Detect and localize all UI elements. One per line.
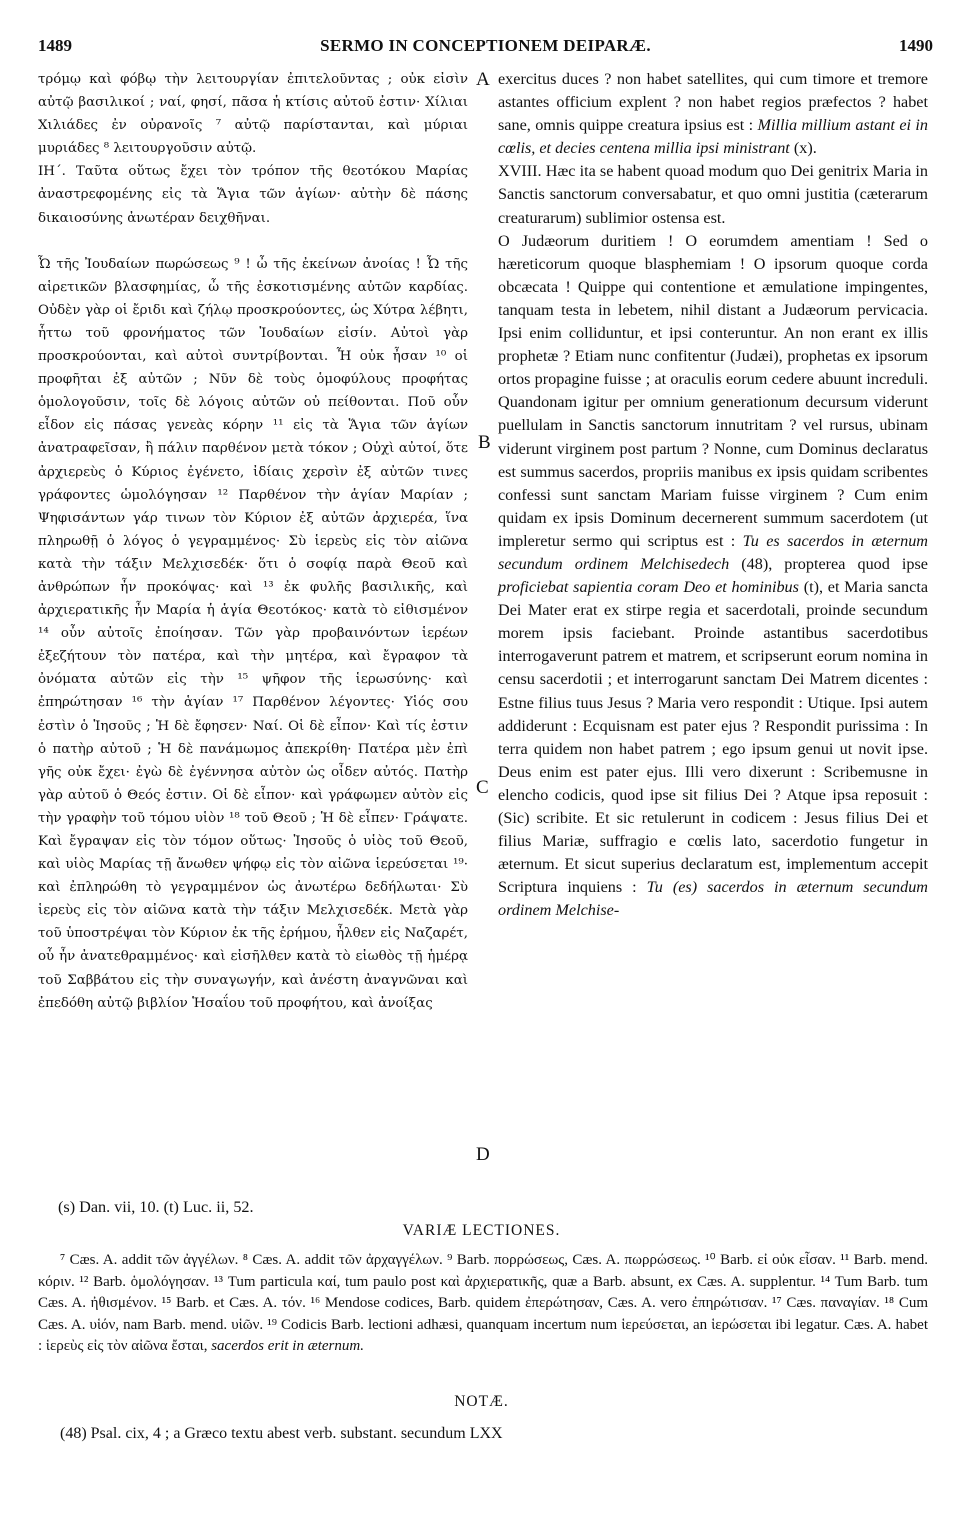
notae-title: NOTÆ. — [454, 1393, 509, 1410]
margin-marker-b: B — [478, 432, 491, 453]
latin-paragraph-3 — [498, 230, 928, 923]
margin-marker-a: A — [476, 69, 490, 90]
variae-lectiones — [38, 1250, 928, 1358]
latin-p1-text-a: exercitus duces ? non habet satellites, qui cum timore et tremore astantes officium explent ? non habet regios præfectos ? habet sane, omnis quippe creatura ipsius est : — [498, 70, 928, 135]
greek-paragraph-1: τρόμῳ καὶ φόβῳ τὴν λειτουργίαν ἐπιτελοῦντας ; οὐκ εἰσὶν αὐτῷ βασιλικοί ; ναί, φησί, πᾶσα ἡ κτίσις αὐτοῦ ἐστιν· Χίλιαι Χιλιάδες ἐν οὐρανοῖς ⁷ αὐτῷ παρίστανται, καὶ μύριαι μυριάδες ⁸ λειτουργοῦσιν αὐτῷ. — [38, 72, 468, 157]
margin-marker-c: C — [476, 777, 489, 798]
notae-text: (48) Psal. cix, 4 ; a Græco textu abest verb. substant. secundum LXX — [60, 1425, 503, 1442]
latin-p3-quote-1: Tu es sacerdos in æternum secundum ordinem Melchisedech — [498, 531, 928, 573]
latin-p3-quote-2: proficiebat sapientia coram Deo et hominibus — [498, 578, 799, 597]
latin-column — [498, 68, 928, 922]
latin-p3-text-b: (48), propterea quod ipse — [729, 554, 928, 573]
running-header — [38, 36, 933, 60]
variae-lectiones-text — [38, 1250, 928, 1358]
scripture-references: (s) Dan. vii, 10. (t) Luc. ii, 52. — [58, 1198, 254, 1216]
page-number-left: 1489 — [38, 36, 72, 55]
latin-p3-text-c: (t), et Maria sancta Dei Mater erat ex stirpe regia et sacerdotali, proinde secundum morem ipsis faciebant. Proinde astantibus sacerdotibus interrogaverunt patrem et matrem, et scripserunt eorum nomina in censu sacerdotii ; et interrogarunt sanctam Dei Matrem dicentes : Estne filius tuus Jesus ? Maria vero respondit : Utique. Ipsi autem addiderunt : Ecquisnam est pater ejus ? Respondit purissima : In terra quidem non habet patrem ; ego ipsum genui ut novit ipse. Deus enim est pater ejus. Illi vero dixerunt : Scribemusne in elencho codicis, quod ipse sit filius Dei ? Atque ipsa reposuit : (Sic) scribite. Et sic retulerunt in codicem : Jesus filius Dei et filius Mariæ, suffragio e cœlis lato, sacerdotio fungetur in æternum. Et sicut superius declaratum est, implementum accepit Scriptura inquiens : — [498, 578, 929, 897]
latin-paragraph-1 — [498, 68, 928, 160]
variae-text-italic: sacerdos erit in æternum. — [211, 1338, 364, 1354]
variae-text-a: ⁷ Cæs. A. addit τῶν ἀγγέλων. ⁸ Cæs. A. addit τῶν ἀρχαγγέλων. ⁹ Barb. πορρώσεως, Cæs. A. πωρρώσεως. ¹⁰ Barb. εἰ οὐκ εἶσαν. ¹¹ Barb. mend. κόριν. ¹² Barb. ὁμολόγησαν. ¹³ Tum particula καί, tum paulo post καὶ ἀρχιερατικῆς, quæ a Barb. absunt, ex Cæs. A. supplentur. ¹⁴ Tum Barb. tum Cæs. A. ἠθισμένον. ¹⁵ Barb. et Cæs. A. τόν. ¹⁶ Mendose codices, Barb. quidem ἐπερώτησαν, Cæs. A. vero ἐπηρώτισαν. ¹⁷ Cæs. παναγίαν. ¹⁸ Cum Cæs. A. υἱόν, nam Barb. mend. υἱῶν. ¹⁹ Codicis Barb. lectioni adhæsi, quanquam incertum num ἱερεύσεται, an ἱερώσεται ibi legatur. Cæs. A. habet : ἱερεὺς εἰς τὸν αἰῶνα ἔσται, — [38, 1252, 928, 1354]
variae-lectiones-title: VARIÆ LECTIONES. — [402, 1222, 561, 1239]
latin-p1-quote: Millia millium astant ei in cœlis, et decies centena millia ipsi ministrant — [498, 116, 928, 158]
greek-column — [38, 68, 468, 1015]
running-title: SERMO IN CONCEPTIONEM DEIPARÆ. — [320, 36, 651, 55]
margin-marker-d: D — [476, 1144, 490, 1165]
latin-p3-text-a: O Judæorum duritiem ! O eorumdem amentiam ! Sed o hæreticorum quoque blasphemiam ! O ipsorum quoque corda obcæcata ! Quippe qui contentione et æmulatione impingentes, tanquam testa in lebetem, nihil distant a Judæorum pervicacia. Ipsi enim colliduntur, et ipsi conteruntur. An non erant ex illis prophetæ ? Etiam nunc confitentur (Judæi), prophetas ex ipsorum ortos propagine fuisse ; at oraculis eorum cedere abuunt increduli. Quandonam igitur per omnium generationum decursum viderunt puellulam in Sanctis sanctorum innutritam ? vel rursus, ubinam viderunt virginem post partum ? Nonne, cum Dominus declaratus est summus sacerdos, propriis manibus ex ipsis quidam scribentes confessi sunt sanctam Mariam fuisse virginem ? Cum enim quidam ex ipsis Dominum decernerent summum sacerdotem (ut impleretur sermo qui scriptus est : — [498, 231, 928, 550]
greek-paragraph-2: ΙΗ΄. Ταῦτα οὕτως ἔχει τὸν τρόπον τῆς θεοτόκου Μαρίας ἀναστρεφομένης εἰς τὰ Ἅγια τῶν ἁγίων· αὐτὴν δὲ πάσης δικαιοσύνης ἀνωτέραν δειχθῆναι. — [38, 164, 468, 226]
latin-paragraph-2: XVIII. Hæc ita se habent quoad modum quo Dei genitrix Maria in Sanctis sanctorum conversabatur, et quo omni justitia (cæterarum creaturarum) sublimior ostensa est. — [498, 162, 928, 227]
greek-paragraph-3: Ὦ τῆς Ἰουδαίων πωρώσεως ⁹ ! ὦ τῆς ἐκείνων ἀνοίας ! Ὦ τῆς αἱρετικῶν βλασφημίας, ὦ τῆς ἐσκοτισμένης αὐτῶν καρδίας. Οὐδὲν γὰρ οἱ ἔριδι καὶ ζήλῳ προσκρούοντες, ὡς Χύτρα λέβητι, ἧττω τοῦ φρονήματος τῶν Ἰουδαίων εἰσίν. Αὐτοὶ γὰρ προσκρούονται, καὶ αὐτοὶ συντρίβονται. Ἦ οὐκ ἦσαν ¹⁰ οἱ προφῆται ἐξ αὐτῶν ; Νῦν δὲ τοὺς ὁμοφύλους προφήτας ὁμολογοῦσιν, τοῖς δὲ λόγοις αὐτῶν οὐ πείθονται. Ποῦ οὖν εἶδον εἰς πάσας γενεὰς κόρην ¹¹ εἰς τὰ Ἅγια τῶν ἁγίων ἀνατραφεῖσαν, ἢ πάλιν παρθένον μετὰ τόκον ; Οὐχὶ αὐτοί, ὅτε ἀρχιερεὺς ὁ Κύριος ἐγένετο, ἰδίαις χερσὶν ἐξ αὐτῶν τινες γράφοντες ὡμολόγησαν ¹² Παρθένον τὴν ἁγίαν Μαρίαν ; Ψηφισάντων γάρ τινων τὸν Κύριον ἐξ αὐτῶν ἀρχιερέα, ἵνα πληρωθῇ ὁ λόγος ὁ γεγραμμένος· Σὺ ἱερεὺς εἰς τὸν αἰῶνα κατὰ τὴν τάξιν Μελχισεδέκ· ὅτι ὁ σοφίᾳ παρὰ Θεοῦ καὶ ἀνθρώπων ἦν προκόψας· καὶ ¹³ ἐκ φυλῆς βασιλικῆς, καὶ ἀρχιερατικῆς ἦν Μαρία ἡ ἁγία Θεοτόκος· κατὰ τὸ εἰθισμένον ¹⁴ οὖν αὐτοῖς ἐποίησαν. Τῶν γὰρ προβαινόντων ἱερέων ἐξεζήτουν τὸν πατέρα, καὶ τὴν μητέρα, καὶ ἔγραφον τὰ ὀνόματα αὐτῶν εἰς τὴν ¹⁵ ψῆφον τῆς ἱερωσύνης· καὶ ἐπηρώτησαν ¹⁶ τὴν ἁγίαν ¹⁷ Παρθένον λέγοντες· Υἱός σου ἐστὶν ὁ Ἰησοῦς ; Ἡ δὲ ἔφησεν· Ναί. Οἱ δὲ εἶπον· Καὶ τίς ἐστιν ὁ πατὴρ αὐτοῦ ; Ἡ δὲ πανάμωμος ἀπεκρίθη· Πατέρα μὲν ἐπὶ γῆς οὐκ ἔχει· ἐγὼ δὲ ἐγέννησα αὐτὸν ὡς οἶδεν αὐτός. Πατὴρ γὰρ αὐτοῦ ὁ Θεός ἐστιν. Οἱ δὲ εἶπον· καὶ γράφωμεν αὐτὸν εἰς τὴν γραφὴν τοῦ τόμου υἱὸν ¹⁸ τοῦ Θεοῦ ; Ἡ δὲ εἶπεν· Γράψατε. Καὶ ἔγραψαν εἰς τὸν τόμον οὕτως· Ἰησοῦς ὁ υἱὸς τοῦ Θεοῦ, καὶ υἱὸς Μαρίας τῇ ἄνωθεν ψήφῳ εἰς τὸν αἰῶνα ἱερεύσεται ¹⁹· καὶ ἐπληρώθη τὸ γεγραμμένον ὡς ἀνωτέρω δεδήλωται· Σὺ ἱερεὺς εἰς τὸν αἰῶνα κατὰ τὴν τάξιν Μελχισεδέκ. Μετὰ γὰρ τοῦ ὑποστρέψαι τὸν Κύριον ἐκ τῆς ἐρήμου, ἦλθεν εἰς Ναζαρέτ, οὗ ἦν ἀνατεθραμμένος· καὶ εἰσῆλθεν κατὰ τὸ εἰωθὸς τῇ ἡμέρᾳ τοῦ Σαββάτου εἰς τὴν συναγωγήν, καὶ ἀνέστη ἀναγνῶναι καὶ ἐπεδόθη αὐτῷ βιβλίον Ἡσαΐου τοῦ προφήτου, καὶ ἀνοίξας — [38, 256, 468, 1011]
latin-p3-quote-3: Tu (es) sacerdos in æternum secundum ordinem Melchise- — [498, 878, 928, 920]
latin-p1-text-b: (x). — [789, 139, 817, 158]
page-number-right: 1490 — [899, 36, 933, 55]
